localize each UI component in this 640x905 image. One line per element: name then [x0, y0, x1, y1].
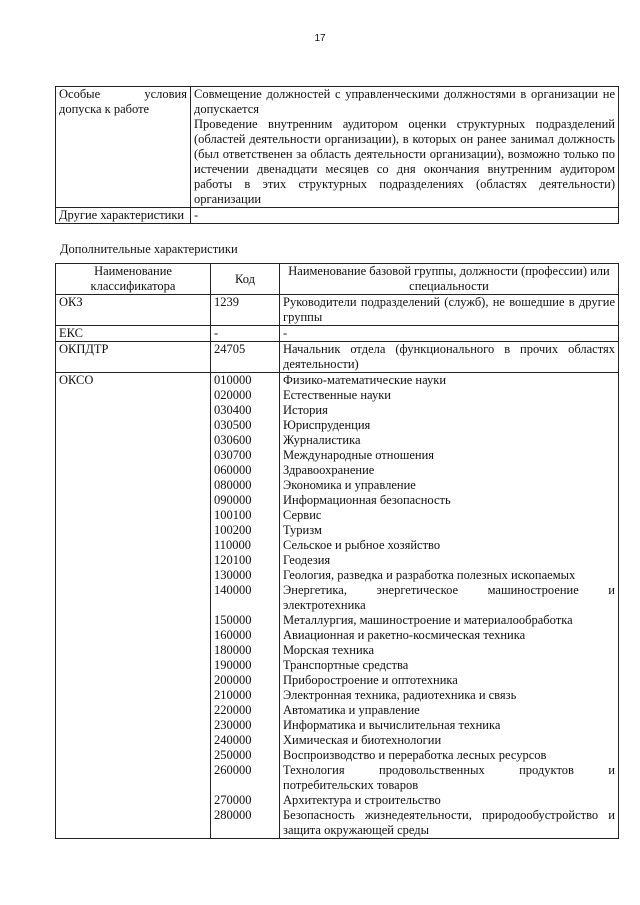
okso-name: Геология, разведка и разработка полезных ископаемых — [283, 568, 576, 582]
okso-name: Информатика и вычислительная техника — [283, 718, 501, 732]
extra-characteristics-caption: Дополнительные характеристики — [60, 242, 238, 256]
okso-name: Здравоохранение — [283, 463, 375, 477]
okso-code: 010000 — [214, 373, 252, 387]
condition-paragraph: Совмещение должностей с управленческими должностями в организации не допускается — [194, 87, 615, 116]
okso-name: Металлургия, машиностроение и материалообработка — [283, 613, 573, 627]
okso-code: 280000 — [214, 808, 252, 822]
condition-value — [191, 208, 619, 224]
okso-code: 220000 — [214, 703, 252, 717]
okso-code: 200000 — [214, 673, 252, 687]
okso-code: 020000 — [214, 388, 252, 402]
classifier-cell: ОКПДТР — [56, 342, 211, 373]
okso-code: 150000 — [214, 613, 252, 627]
okso-name: Приборостроение и оптотехника — [283, 673, 458, 687]
okso-name-list — [280, 373, 619, 839]
okso-name: Энергетика, энергетическое машиностроение и электротехника — [283, 583, 615, 612]
okso-code: 110000 — [214, 538, 252, 552]
okso-code: 130000 — [214, 568, 252, 582]
code-cell: - — [211, 326, 280, 342]
okso-code: 060000 — [214, 463, 252, 477]
page-number: 17 — [314, 33, 326, 44]
okso-name: Морская техника — [283, 643, 375, 657]
okso-name: Физико-математические науки — [283, 373, 447, 387]
okso-code: 030400 — [214, 403, 252, 417]
okso-code: 250000 — [214, 748, 252, 762]
okso-name: Транспортные средства — [283, 658, 409, 672]
okso-code: 090000 — [214, 493, 252, 507]
table-row — [56, 208, 619, 224]
okso-name: Авиационная и ракетно-космическая техника — [283, 628, 526, 642]
okso-code: 120100 — [214, 553, 252, 567]
okso-name: Электронная техника, радиотехника и связь — [283, 688, 517, 702]
okso-code: 100100 — [214, 508, 252, 522]
okso-code: 080000 — [214, 478, 252, 492]
okso-name: Журналистика — [283, 433, 361, 447]
code-cell: 24705 — [211, 342, 280, 373]
okso-code: 100200 — [214, 523, 252, 537]
okso-name: Сельское и рыбное хозяйство — [283, 538, 441, 552]
header-name: Наименование базовой группы, должности (профессии) или специальности — [280, 264, 619, 295]
okso-name: Технология продовольственных продуктов и потребительских товаров — [283, 763, 615, 792]
okso-code: 270000 — [214, 793, 252, 807]
okso-code: 180000 — [214, 643, 252, 657]
okso-name: Геодезия — [283, 553, 331, 567]
okso-code: 140000 — [214, 583, 252, 597]
okso-name: Безопасность жизнедеятельности, природообустройство и защита окружающей среды — [283, 808, 615, 837]
table-row — [56, 373, 619, 839]
table-row — [56, 295, 619, 326]
okso-name: Информационная безопасность — [283, 493, 451, 507]
okso-code: 160000 — [214, 628, 252, 642]
table-header-row — [56, 264, 619, 295]
okso-name: Архитектура и строительство — [283, 793, 441, 807]
okso-name: Естественные науки — [283, 388, 391, 402]
classifier-cell: ОКЗ — [56, 295, 211, 326]
code-cell: 1239 — [211, 295, 280, 326]
okso-name: Международные отношения — [283, 448, 435, 462]
okso-name: Экономика и управление — [283, 478, 416, 492]
name-cell: Руководители подразделений (служб), не вошедшие в другие группы — [280, 295, 619, 326]
okso-code: 190000 — [214, 658, 252, 672]
okso-name: Юриспруденция — [283, 418, 371, 432]
okso-name: Туризм — [283, 523, 322, 537]
name-cell: Начальник отдела (функционального в прочих областях деятельности) — [280, 342, 619, 373]
okso-name: Автоматика и управление — [283, 703, 420, 717]
okso-code: 030600 — [214, 433, 252, 447]
okso-name: Химическая и биотехнологии — [283, 733, 442, 747]
header-code: Код — [211, 264, 280, 295]
okso-name: Воспроизводство и переработка лесных ресурсов — [283, 748, 547, 762]
okso-code: 030500 — [214, 418, 252, 432]
table-row — [56, 342, 619, 373]
okso-name: Сервис — [283, 508, 322, 522]
condition-label: Особые условия допуска к работе — [56, 87, 191, 208]
okso-code: 240000 — [214, 733, 252, 747]
table-row — [56, 326, 619, 342]
characteristics-table — [55, 263, 619, 839]
header-classifier: Наименование классификатора — [56, 264, 211, 295]
okso-code: 230000 — [214, 718, 252, 732]
table-row — [56, 87, 619, 208]
condition-label: Другие характеристики — [56, 208, 191, 224]
okso-code: 030700 — [214, 448, 252, 462]
conditions-table — [55, 86, 619, 224]
okso-code: 260000 — [214, 763, 252, 777]
classifier-cell: ЕКС — [56, 326, 211, 342]
okso-code: 210000 — [214, 688, 252, 702]
condition-paragraph: Проведение внутренним аудитором оценки структурных подразделений (областей деятельности организации), в которых он ранее занимал должность (был ответственен за область деятельности организации), возможно только по истечении двенадцати месяцев со дня окончания внутренним аудитором работы в этих структурных подразделениях (областях деятельности) организации — [194, 117, 615, 206]
condition-paragraph: - — [194, 208, 199, 222]
okso-name: История — [283, 403, 328, 417]
condition-value — [191, 87, 619, 208]
name-cell: - — [280, 326, 619, 342]
classifier-cell: ОКСО — [56, 373, 211, 839]
okso-code-list — [211, 373, 280, 839]
